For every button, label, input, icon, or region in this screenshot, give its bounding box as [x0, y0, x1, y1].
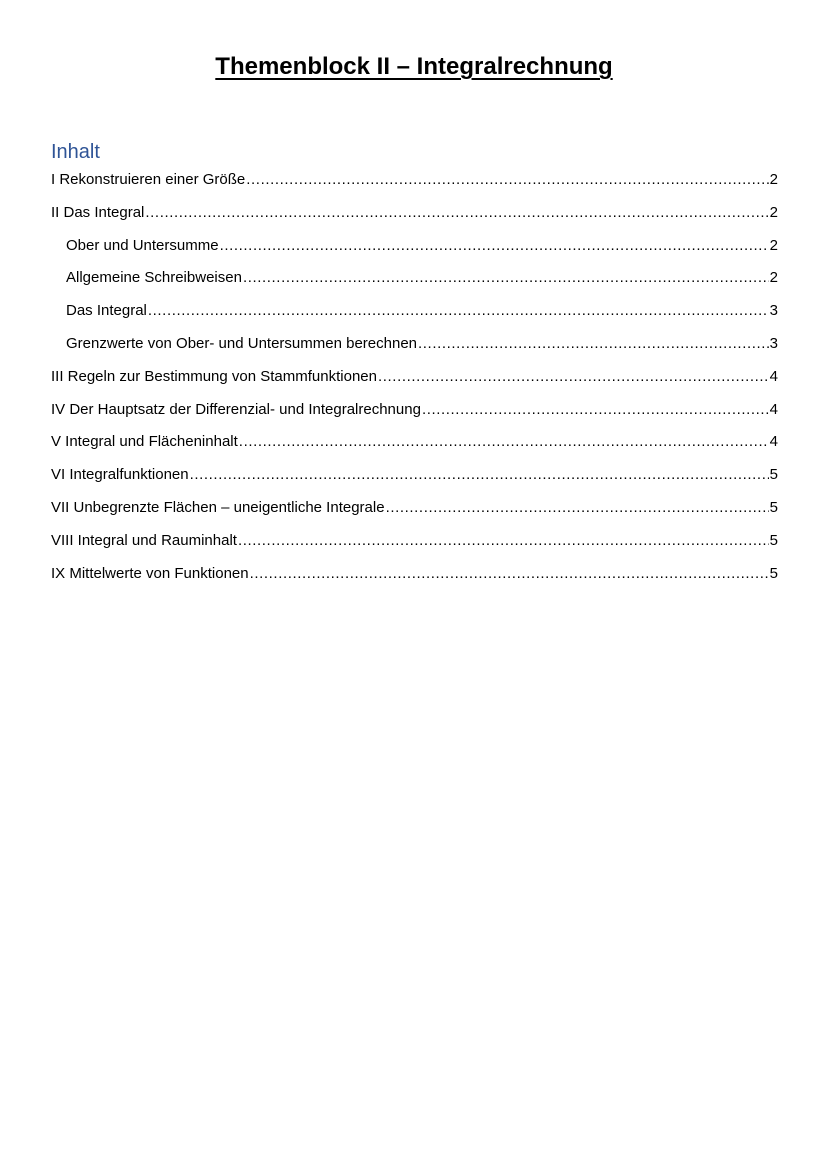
toc-entry-label: Grenzwerte von Ober- und Untersummen berechnen: [66, 334, 418, 352]
toc-entry-mittelwerte[interactable]: [51, 561, 778, 594]
toc-entry-das-integral-chapter[interactable]: [51, 200, 778, 233]
document-title: Themenblock II – Integralrechnung: [215, 53, 613, 80]
toc-entry-label: III Regeln zur Bestimmung von Stammfunktionen: [51, 367, 377, 385]
toc-dot-leader: [220, 233, 769, 259]
toc-dot-leader: [418, 331, 769, 357]
toc-dot-leader: [145, 200, 768, 226]
toc-entry-flaecheninhalt[interactable]: [51, 429, 778, 462]
toc-entry-page: 3: [769, 334, 778, 352]
toc-heading: Inhalt: [51, 141, 100, 163]
toc-entry-label: VIII Integral und Rauminhalt: [51, 531, 237, 549]
toc-dot-leader: [238, 528, 769, 554]
toc-entry-ober-untersumme[interactable]: [51, 233, 778, 266]
toc-entry-page: 5: [769, 531, 778, 549]
toc-entry-das-integral-section[interactable]: [51, 298, 778, 331]
toc-dot-leader: [243, 265, 769, 291]
toc-dot-leader: [386, 495, 769, 521]
toc-dot-leader: [148, 298, 769, 324]
toc-entry-page: 4: [769, 400, 778, 418]
toc-entry-label: IV Der Hauptsatz der Differenzial- und Integralrechnung: [51, 400, 421, 418]
toc-entry-page: 3: [769, 302, 778, 320]
toc-dot-leader: [378, 364, 769, 390]
toc-entry-label: VI Integralfunktionen: [51, 466, 189, 484]
toc-dot-leader: [246, 167, 768, 193]
toc-entry-page: 5: [769, 466, 778, 484]
toc-entry-grenzwerte[interactable]: [51, 331, 778, 364]
toc-entry-label: V Integral und Flächeninhalt: [51, 433, 238, 451]
toc-entry-rauminhalt[interactable]: [51, 528, 778, 561]
toc-entry-label: IX Mittelwerte von Funktionen: [51, 564, 249, 582]
toc-entry-label: Das Integral: [66, 302, 147, 320]
toc-entry-page: 2: [769, 269, 778, 287]
toc-entry-rekonstruieren[interactable]: [51, 167, 778, 200]
toc-entry-integralfunktionen[interactable]: [51, 462, 778, 495]
table-of-contents: [51, 167, 778, 593]
toc-entry-label: VII Unbegrenzte Flächen – uneigentliche Integrale: [51, 498, 385, 516]
toc-entry-label: I Rekonstruieren einer Größe: [51, 171, 246, 188]
toc-entry-allgemeine-schreibweisen[interactable]: [51, 265, 778, 298]
toc-entry-page: 2: [769, 236, 778, 254]
toc-entry-label: Allgemeine Schreibweisen: [66, 269, 242, 287]
toc-entry-uneigentliche-integrale[interactable]: [51, 495, 778, 528]
toc-entry-label: Ober und Untersumme: [66, 236, 219, 254]
toc-dot-leader: [190, 462, 769, 488]
toc-dot-leader: [250, 561, 769, 587]
toc-entry-page: 2: [769, 171, 778, 188]
toc-entry-page: 2: [769, 203, 778, 221]
toc-dot-leader: [239, 429, 769, 455]
toc-dot-leader: [422, 397, 769, 423]
toc-entry-label: II Das Integral: [51, 203, 145, 221]
toc-entry-page: 4: [769, 433, 778, 451]
toc-entry-page: 5: [769, 498, 778, 516]
toc-entry-page: 5: [769, 564, 778, 582]
toc-entry-regeln-stammfunktionen[interactable]: [51, 364, 778, 397]
toc-entry-hauptsatz[interactable]: [51, 397, 778, 430]
toc-entry-page: 4: [769, 367, 778, 385]
